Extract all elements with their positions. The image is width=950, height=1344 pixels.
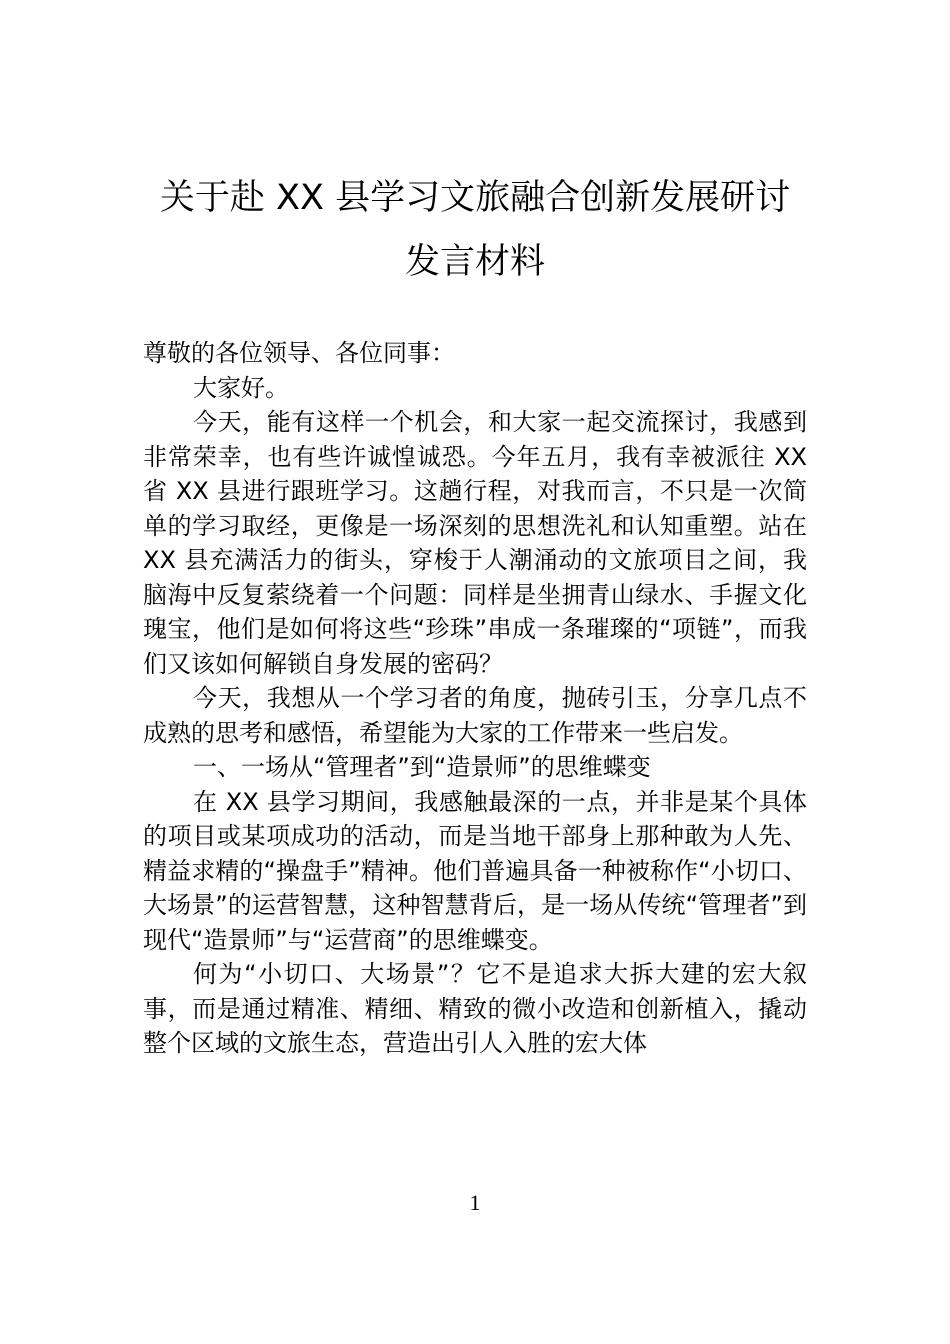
salutation: 尊敬的各位领导、各位同事：	[143, 339, 455, 367]
paragraph-intro: 今天，能有这样一个机会，和大家一起交流探讨，我感到非常荣幸，也有些许诚惶诚恐。今年五月，我有幸被派往 XX 省 XX 县进行跟班学习。这趟行程，对我而言，不只是一次简单的学习取经，更像是一场深刻的思想洗礼和认知重塑。站在 XX 县充满活力的街头，穿梭于人潮涌动的文旅项目之间，我脑海中反复萦绕着一个问题：同样是坐拥青山绿水、手握文化瑰宝，他们是如何将这些“珍珠”串成一条璀璨的“项链”，而我们又该如何解锁自身发展的密码？	[143, 408, 807, 678]
paragraph-greeting: 大家好。	[193, 373, 289, 402]
paragraph-purpose: 今天，我想从一个学习者的角度，抛砖引玉，分享几点不成熟的思考和感悟，希望能为大家的工作带来一些启发。	[143, 684, 807, 747]
document-body	[143, 336, 807, 1061]
document-title: 关于赴 XX 县学习文旅融合创新发展研讨发言材料	[159, 178, 791, 282]
section-heading-1: 一、一场从“管理者”到“造景师”的思维蝶变	[193, 753, 651, 781]
page-number: 1	[469, 1190, 481, 1215]
paragraph-definition: 何为“小切口、大场景”？它不是追求大拆大建的宏大叙事，而是通过精准、精细、精致的微小改造和创新植入，撬动整个区域的文旅生态，营造出引人入胜的宏大体	[143, 960, 807, 1057]
paragraph-observation: 在 XX 县学习期间，我感触最深的一点，并非是某个具体的项目或某项成功的活动，而是当地干部身上那种敢为人先、精益求精的“操盘手”精神。他们普遍具备一种被称作“小切口、大场景”的运营智慧，这种智慧背后，是一场从传统“管理者”到现代“造景师”与“运营商”的思维蝶变。	[143, 787, 807, 954]
